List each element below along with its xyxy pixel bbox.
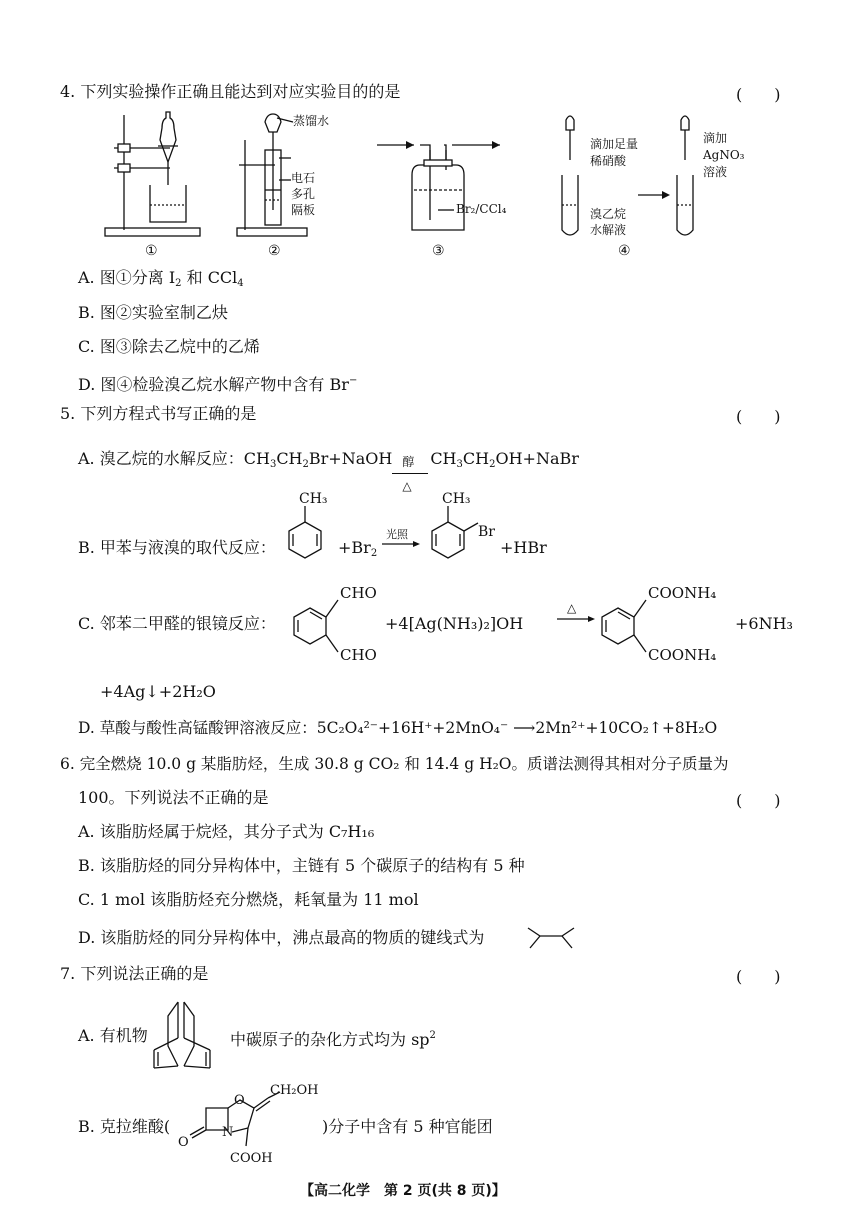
fig3-gas-washing-bottle <box>372 110 542 259</box>
q5b-cond: 光照 <box>386 528 408 541</box>
clavulanic-o-ring: O <box>234 1093 245 1108</box>
bromotoluene-br: Br <box>478 524 495 540</box>
cho-top: CHO <box>340 584 377 602</box>
page-footer: 【高二化学 第 2 页(共 8 页)】 <box>300 1183 506 1199</box>
q4-option-d[interactable]: D. 图④检验溴乙烷水解产物中含有 Br− <box>78 375 358 394</box>
fig4-test-tubes <box>560 110 760 259</box>
phthalaldehyde-structure <box>290 582 385 667</box>
fig4-solution-2: 水解液 <box>590 223 627 237</box>
skeletal-formula <box>526 924 576 952</box>
fig2-water-label: 蒸馏水 <box>293 114 330 128</box>
q5c-ammonia: +6NH₃ <box>735 614 793 633</box>
fig4-add-acid-2: 稀硝酸 <box>590 154 627 168</box>
coonh4-bottom: COONH₄ <box>648 646 717 664</box>
q7-option-a-post: 中碳原子的杂化方式均为 $sp^2$ <box>230 1030 436 1049</box>
q5c-line2: +4Ag↓+2H₂O <box>100 682 216 701</box>
fig4-solution-1: 溴乙烷 <box>590 207 627 221</box>
q4-option-b[interactable]: B. 图②实验室制乙炔 <box>78 303 228 322</box>
fig4-add-silver-3: 溶液 <box>703 165 728 179</box>
fig1-label: ① <box>145 243 158 259</box>
coonh4-top: COONH₄ <box>648 584 717 602</box>
q5c-reagent: +4[Ag(NH₃)₂]OH <box>385 614 524 633</box>
q5c-reaction-arrow <box>555 602 597 624</box>
clavulanic-n: N <box>222 1125 234 1140</box>
q7-answer-paren[interactable]: ( ) <box>736 967 781 986</box>
q4-answer-paren[interactable]: ( ) <box>736 85 781 104</box>
ammonium-phthalate-structure <box>598 582 733 667</box>
fig2-acetylene-apparatus <box>235 110 355 259</box>
q5-option-b[interactable]: B. 甲苯与液溴的取代反应： <box>78 538 276 557</box>
q4-stem: 4. 下列实验操作正确且能达到对应实验目的的是 <box>60 82 401 101</box>
fig2-plate-label-2: 隔板 <box>291 203 316 217</box>
toluene-ch3: CH₃ <box>299 491 328 507</box>
bromotoluene-structure <box>428 490 498 570</box>
cho-bottom: CHO <box>340 646 377 664</box>
q6-option-a[interactable]: A. 该脂肪烃属于烷烃，其分子式为 C₇H₁₆ <box>78 822 375 841</box>
fig2-plate-label-1: 多孔 <box>291 187 316 201</box>
clavulanic-ch2oh: CH₂OH <box>270 1083 319 1098</box>
q5b-reaction-arrow <box>380 528 422 548</box>
q7-stem: 7. 下列说法正确的是 <box>60 964 209 983</box>
q6-option-d[interactable]: D. 该脂肪烃的同分异构体中，沸点最高的物质的键线式为 <box>78 928 485 947</box>
fig2-carbide-label: 电石 <box>291 171 316 185</box>
q6-option-b[interactable]: B. 该脂肪烃的同分异构体中，主链有 5 个碳原子的结构有 5 种 <box>78 856 525 875</box>
fig3-solution-label: Br₂/CCl₄ <box>456 202 507 216</box>
q5-stem: 5. 下列方程式书写正确的是 <box>60 404 257 423</box>
q5-option-c[interactable]: C. 邻苯二甲醛的银镜反应： <box>78 614 276 633</box>
q7-option-b-post: )分子中含有 5 种官能团 <box>322 1117 493 1136</box>
q5c-cond: △ <box>567 601 577 615</box>
bromotoluene-ch3: CH₃ <box>442 491 471 507</box>
q6-stem-2: 100。下列说法不正确的是 <box>78 788 269 807</box>
q6-option-c[interactable]: C. 1 mol 该脂肪烃充分燃烧，耗氧量为 11 mol <box>78 890 419 909</box>
clavulanic-acid-structure <box>170 1080 330 1170</box>
q5b-product: +HBr <box>500 538 547 557</box>
clavulanic-o-carbonyl: O <box>178 1135 189 1150</box>
toluene-structure <box>285 490 335 570</box>
q4-option-c[interactable]: C. 图③除去乙烷中的乙烯 <box>78 337 260 356</box>
clavulanic-cooh: COOH <box>230 1151 273 1166</box>
q5a-cond-bot: △ <box>402 479 412 493</box>
fig2-label: ② <box>268 243 281 259</box>
fig4-add-acid-1: 滴加足量 <box>590 137 639 151</box>
fig4-add-silver-2: AgNO₃ <box>703 148 745 162</box>
fig1-separatory-funnel <box>100 110 210 259</box>
fig3-label: ③ <box>432 243 445 259</box>
q4-option-a[interactable]: A. 图①分离 $I_2$ 和 CCl$_4$ <box>78 268 244 289</box>
fig4-label: ④ <box>618 243 631 259</box>
q5-option-a[interactable]: A. 溴乙烷的水解反应：$CH_3CH_2Br+NaOH$ 醇 △ $CH_3CH_2OH+NaBr$ <box>78 449 579 475</box>
bicyclo-structure <box>150 998 222 1078</box>
q7-option-a-pre[interactable]: A. 有机物 <box>78 1026 148 1045</box>
q5a-cond-top: 醇 <box>402 455 415 469</box>
q6-answer-paren[interactable]: ( ) <box>736 791 781 810</box>
q5-option-d[interactable]: D. 草酸与酸性高锰酸钾溶液反应：5C₂O₄²⁻+16H⁺+2MnO₄⁻ ⟶2Mn²⁺+10CO₂↑+8H₂O <box>78 719 718 737</box>
q7-option-b-pre[interactable]: B. 克拉维酸( <box>78 1117 171 1136</box>
q5-answer-paren[interactable]: ( ) <box>736 407 781 426</box>
fig4-add-silver-1: 滴加 <box>703 131 728 145</box>
q5b-bromine: $+Br_2$ <box>338 538 378 559</box>
q6-stem-1: 6. 完全燃烧 10.0 g 某脂肪烃，生成 30.8 g CO₂ 和 14.4 g H₂O。质谱法测得其相对分子质量为 <box>60 755 729 773</box>
